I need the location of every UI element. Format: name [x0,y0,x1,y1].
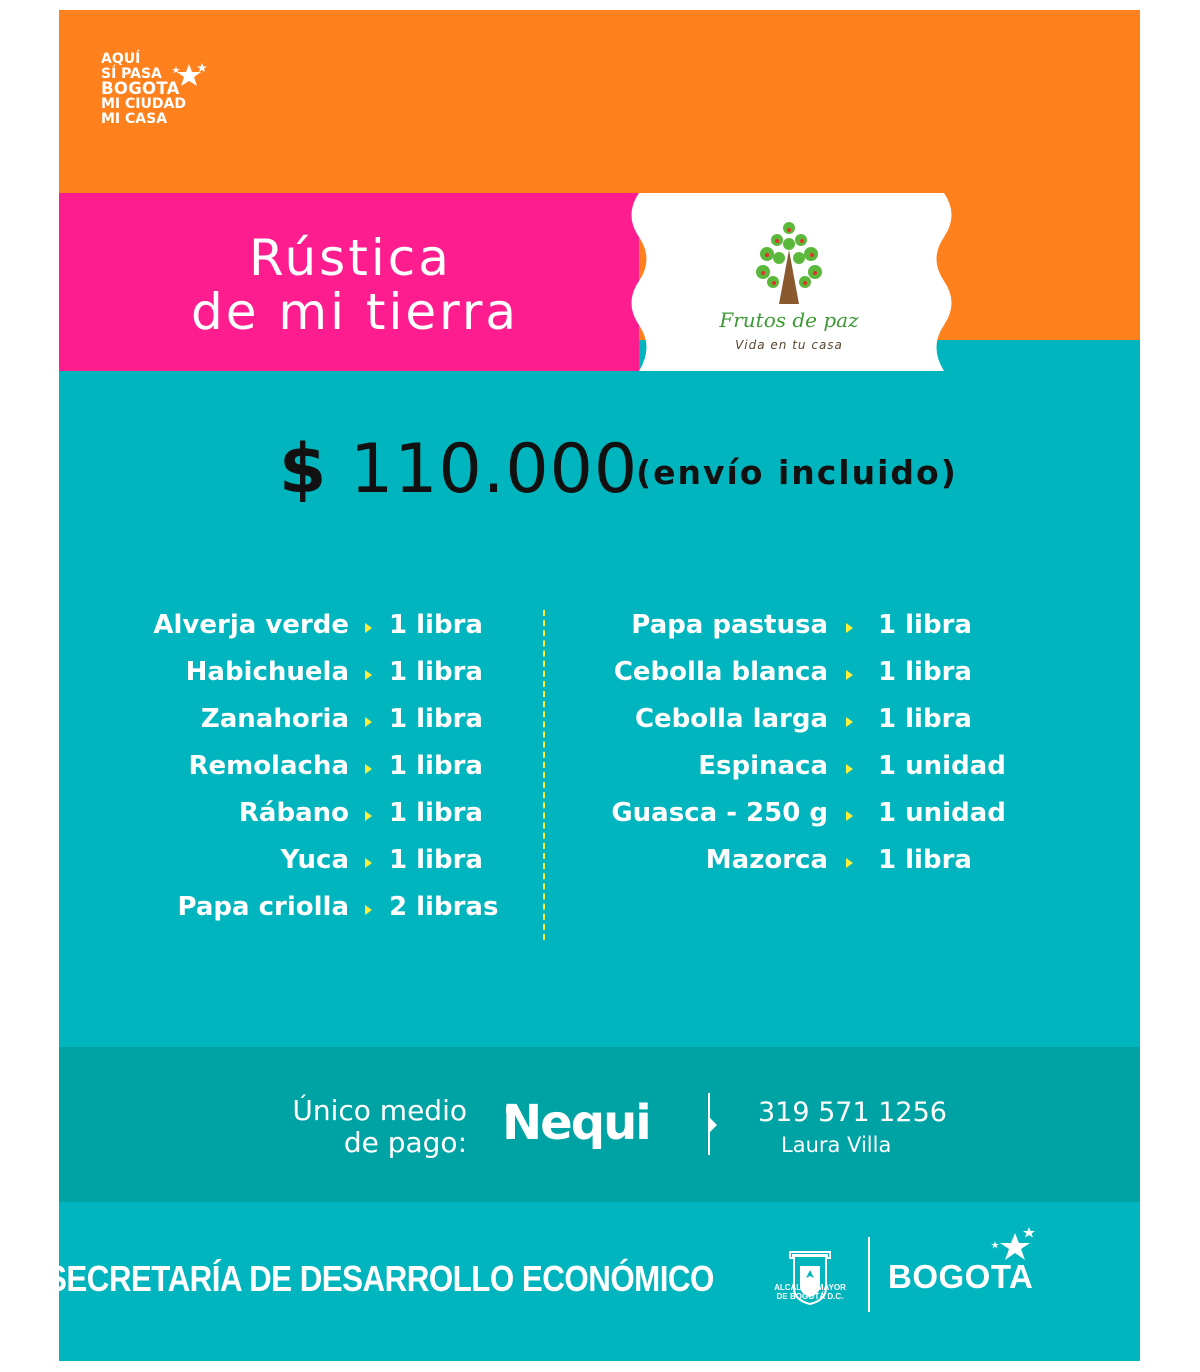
logo-line: MI CASA [101,110,168,127]
product-name: Mazorca [705,845,828,875]
payment-label [239,1095,467,1159]
product-quantity: 1 unidad [878,751,1006,781]
arrow-right-icon [846,858,853,868]
promo-poster [59,10,1140,1361]
arrow-right-icon [846,670,853,680]
secretaria-title: SECRETARÍA DE DESARROLLO ECONÓMICO [46,1258,714,1299]
product-name: Cebolla larga [634,704,828,734]
logo-line: AQUÍ [101,51,141,67]
aqui-si-pasa-bogota-logo [101,52,241,152]
nequi-logo: Nequi [502,1095,650,1151]
product-name: Guasca - 250 g [611,798,828,828]
product-quantity: 2 libras [389,892,499,922]
arrow-right-icon [365,623,372,633]
product-quantity: 1 libra [878,704,972,734]
arrow-right-icon [365,670,372,680]
product-name: Papa pastusa [631,610,828,640]
contact-name: Laura Villa [781,1133,892,1157]
price-amount [279,430,638,509]
stars-icon [171,62,207,92]
product-name: Yuca [280,845,349,875]
logo-line: MI CIUDAD [101,96,186,112]
arrow-right-icon [846,764,853,774]
product-quantity: 1 libra [878,610,972,640]
product-name: Zanahoria [200,704,349,734]
logo-line: SÍ PASA [101,65,162,82]
product-quantity: 1 libra [389,704,483,734]
phone-number: 319 571 1256 [758,1097,947,1128]
arrow-right-icon [365,811,372,821]
product-quantity: 1 unidad [878,798,1006,828]
bogota-seal-icon [770,1233,850,1323]
frutos-de-paz-logo [719,220,859,365]
payment-band [59,1047,1140,1202]
product-name: Rábano [238,798,349,828]
product-quantity: 1 libra [878,657,972,687]
seal-caption-line-2: DE BOGOTÁ D.C. [776,1292,844,1301]
seal-caption [760,1283,860,1301]
product-name: Remolacha [188,751,349,781]
price-note: (envío incluido) [636,453,958,492]
product-name: Espinaca [698,751,828,781]
stars-icon [985,1227,1035,1267]
bogota-logo: BOGOTA [888,1258,1034,1295]
product-name: Cebolla blanca [613,657,828,687]
currency-symbol: $ [279,430,328,509]
page-title-line-1: Rústica [249,229,452,287]
price-value: 110.000 [349,430,639,509]
arrow-right-icon [365,764,372,774]
product-quantity: 1 libra [389,845,483,875]
arrow-right-icon [846,623,853,633]
seal-caption-line-1: ALCALDÍA MAYOR [774,1283,846,1292]
arrow-right-icon [365,858,372,868]
product-quantity: 1 libra [389,751,483,781]
payment-label-line-2: de pago: [343,1126,467,1159]
footer-divider [868,1237,870,1312]
arrow-right-icon [365,717,372,727]
partner-tagline: Vida en tu casa [735,338,843,352]
product-quantity: 1 libra [389,798,483,828]
product-quantity: 1 libra [389,610,483,640]
arrow-right-icon [846,811,853,821]
partner-name: Frutos de paz [719,308,859,332]
arrow-right-icon [365,905,372,915]
logo-line: BOGOTA [101,79,180,98]
product-name: Habichuela [185,657,349,687]
product-quantity: 1 libra [389,657,483,687]
page-title-line-2: de mi tierra [191,283,520,341]
product-quantity: 1 libra [878,845,972,875]
payment-label-line-1: Único medio [292,1094,467,1127]
arrow-right-icon [846,717,853,727]
product-name: Alverja verde [153,610,349,640]
title-banner [59,193,639,371]
product-name: Papa criolla [177,892,349,922]
arrow-right-icon [710,1118,717,1132]
tree-icon [719,220,859,305]
